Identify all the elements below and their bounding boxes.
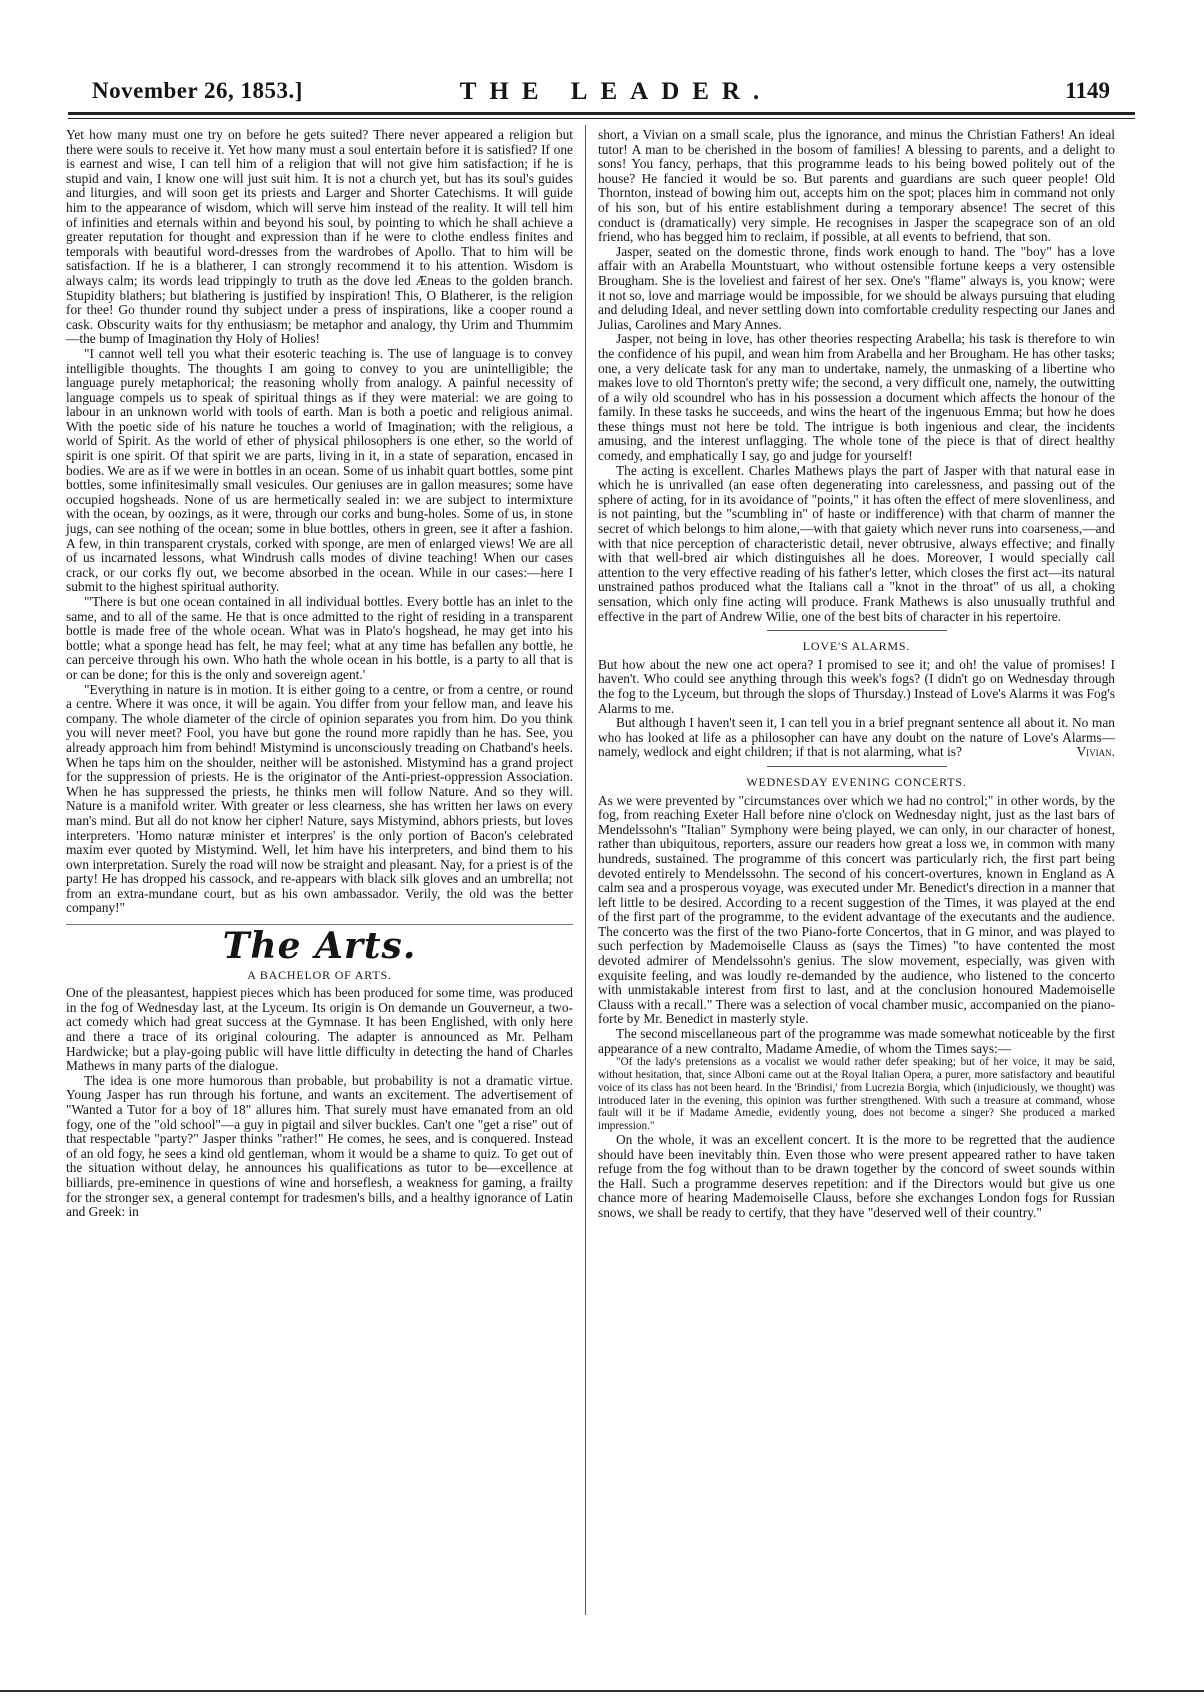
publication-title: THE LEADER. xyxy=(459,78,773,105)
right-paragraph: Jasper, not being in love, has other theories respecting Arabella; his task is therefore to win the confidence of his pupil, and wean him from Arabella and her Brougham. He has other tasks; one, a very delicate task for any man to undertake, namely, the unmasking of a libertine who makes love to old Thornton's pretty wife; the second, a very difficult one, namely, the outwitting of a wily old scoundrel who has in his possession a document which affects the honour of the family. In these tasks he succeeds, and wins the heart of the ingenuous Emma; but how he does these things must not here be told. The intrigue is both ingenious and clear, the incidents amusing, and the interest unflagging. The whole tone of the piece is that of direct healthy comedy, and emphatically I say, go and judge for yourself! xyxy=(598,331,1115,464)
article-heading-loves-alarms: LOVE'S ALARMS. xyxy=(802,639,911,654)
article-heading-concerts: WEDNESDAY EVENING CONCERTS. xyxy=(746,774,967,789)
right-paragraph: Jasper, seated on the domestic throne, finds work enough to hand. The "boy" has a love affair with an Arabella Mountstuart, who without ostensible fortune keeps a very ostensible Brougham. She is the loveliest and fairest of her sex. One's "flame" always is, you know; were it not so, love and marriage would be impossible, for we should be always pursuing that eluding and deluding Ideal, and never settling down into comfortable credulity respecting our Janes and Julias, Carolines and Mary Annes. xyxy=(598,243,1115,332)
bachelor-paragraph: One of the pleasantest, happiest pieces which has been produced for some time, was produced in the fog of Wednesday last, at the Lyceum. Its origin is On demande un Gouverneur, a two-act comedy which had great success at the Gymnase. It has been Englished, with only here and there a trace of its original colouring. The adapter is announced as Mr. Pelham Hardwicke; but a play-going public will have little difficulty in detecting the hand of Charles Mathews in many parts of the dialogue. xyxy=(66,985,573,1074)
loves-paragraph: But how about the new one act opera? I promised to see it; and oh! the value of promises! I haven't. Who could see anything through this week's fogs? (I didn't go on Wednesday through the fog to the Lyceum, but through the slops of Thursday.) Instead of Love's Alarms it was Fog's Alarms to me. xyxy=(598,656,1115,716)
header-rule-thick xyxy=(68,112,1135,115)
article-divider xyxy=(767,630,947,631)
concerts-paragraph: The second miscellaneous part of the programme was made somewhat noticeable by the first appearance of a new contralto, Madame Amedie, of whom the Times says:— xyxy=(598,1026,1115,1056)
left-column xyxy=(66,128,573,1220)
right-paragraph: short, a Vivian on a small scale, plus the ignorance, and minus the Christian Fathers! An ideal tutor! A man to be cherished in the bosom of families! A blessing to parents, and a delight to sons! You fancy, perhaps, that this programme leads to his being bowed politely out of the house? He fancied it would be so. But parents and guardians are such queer people! Old Thornton, instead of bowing him out, accepts him on the spot; places him in command not only of his son, but of his entire establishment during a temporary absence! The secret of this conduct is (dramatically) very simple. He recognises in Jasper the scapegrace son of an old friend, who has begged him to reclaim, if possible, at all events to befriend, that son. xyxy=(598,127,1115,245)
article-divider xyxy=(767,766,947,767)
arts-section-heading: The Arts. xyxy=(222,925,417,968)
left-paragraph: "'There is but one ocean contained in all individual bottles. Every bottle has an inlet to the same, and to all of the same. He that is once admitted to the right of residing in a transparent bottle is made free of the whole ocean. What was in Plato's hogshead, he may get into his bottle; what a sponge head has felt, he may feel; what at any time has befallen any bottle, he can perceive through his own. Who hath the whole ocean in his bottle, is a party to all that is or can be done; for this is the only and sovereign agent.' xyxy=(66,594,573,682)
loves-paragraph xyxy=(598,716,1115,760)
times-quotation: "Of the lady's pretensions as a vocalist we would rather defer speaking; but of her voice, it may be said, without hesitation, that, since Alboni came out at the Royal Italian Opera, a purer, more satisfactory and beautiful voice of its class has not been heard. In the 'Brindisi,' from Lucrezia Borgia, which (injudiciously, we thought) was introduced later in the evening, this opinion was further strengthened. With such a treasure at command, whose fault will it be if Madame Amedie, evidently young, does not become a singer? She produced a marked impression." xyxy=(598,1056,1115,1133)
bachelor-paragraph: The idea is one more humorous than probable, but probability is not a dramatic virtue. Young Jasper has run through his fortune, and wants an excitement. The advertisement of "Wanted a Tutor for a boy of 18" allures him. That surely must have emanated from an old fogy, one of the "old school"—a guy in pigtail and silver buckles. Can't one "get a rise" out of that respectable "party?" Jasper thinks "rather!" He comes, he sees, and is conquered. Instead of an old fogy, he sees a kind old gentleman, whom it would be a shame to quiz. To get out of the situation without delay, he announces his qualifications as tutor to be—excellence at billiards, pre-eminence in questions of wine and horseflesh, a weakness for gaming, a frailty for the stronger sex, a general contempt for tradesmen's bills, and a healthy ignorance of Latin and Greek: in xyxy=(66,1072,573,1220)
loves-paragraph-text: But although I haven't seen it, I can tell you in a brief pregnant sentence all about it. No man who has looked at life as a philosopher can have any doubt on the nature of Love's Alarms—namely, wedlock and eight children; if that is not alarming, what is? xyxy=(598,715,1115,760)
column-divider xyxy=(585,125,586,1615)
header-rule-thin xyxy=(68,118,1135,119)
issue-date: November 26, 1853.] xyxy=(92,78,303,103)
concerts-paragraph: As we were prevented by "circumstances over which we had no control;" in other words, by the fog, from reaching Exeter Hall before nine o'clock on Wednesday night, just as the last bars of Mendelssohn's "Italian" Symphony were being played, we can only, in our character of honest, rather than ubiquitous, reporters, assure our readers how great a loss we, in common with many hundreds, sustained. The programme of this concert was particularly rich, the first part being devoted entirely to Mendelssohn. The second of his concert-overtures, known in England as A calm sea and a prosperous voyage, was executed under Mr. Benedict's direction in a manner that left little to be desired. According to a recent suggestion of the Times, it was played at the end of the first part of the programme, to the evident advantage of the executants and the audience. The concerto was the first of the two Piano-forte Concertos, that in G minor, and was played to such perfection by Mademoiselle Clauss as (says the Times) "to have contented the most devoted admirer of Mendelssohn's genius. The slow movement, especially, was given with exquisite feeling, and was loudly re-demanded by the audience, who listened to the concerto with unmistakable interest from first to last, and at the conclusion honoured Mademoiselle Clauss with a recall." There was a selection of vocal chamber music, accompanied on the piano-forte by Mr. Benedict in masterly style. xyxy=(598,792,1115,1027)
right-column xyxy=(598,128,1115,1221)
right-paragraph: The acting is excellent. Charles Mathews plays the part of Jasper with that natural ease in which he is unrivalled (an ease often degenerating into carelessness, and passing out of the sphere of acting, for in its avoidance of "points," it has often the effect of mere slovenliness, and is not painting, but the "scumbling in" of haste or indifference) with that charm of manner the secret of which belongs to him alone,—with that gaiety which never runs into coarseness,—and with that nice perception of characteristic detail, never obtrusive, always effective; and finally with that well-bred air which distinguishes all he does. Moreover, I would specially call attention to the very effective reading of his father's letter, which closes the first act—its natural unstrained pathos produced what the Italians call a "knot in the throat" of us all, a choking sensation, which only fine acting will produce. Frank Mathews is also unusually truthful and effective in the part of Andrew Wilie, one of the best bits of character in his repertoire. xyxy=(598,462,1115,624)
article-heading-bachelor: A BACHELOR OF ARTS. xyxy=(247,967,392,982)
left-paragraph: "I cannot well tell you what their esoteric teaching is. The use of language is to convey intelligible thoughts. The thoughts I am going to convey to you are unintelligible; the language purely metaphorical; the reasoning wholly from analogy. A painful necessity of language compels us to speak of spiritual things as if they were material: we are going to labour in an unknown world with tools of earth. Man is both a poetic and religious animal. With the poetic side of his nature he touches a world of Imagination; with the religious, a world of Spirit. As the world of ether of physical philosophers is one ether, so the world of spirit is one spirit. Of that spirit we are parts, living in it, in a state of separation, encased in bodies. We are as if we were in bottles in an ocean. Some of us inhabit quart bottles, some pint bottles, some infinitesimally small vesicules. Our geniuses are in gallon measures; some have occupied hogsheads. None of us are hermetically sealed in: we are subject to intermixture with the ocean, by oozings, as it were, through our corks and bung-holes. Some of us, in stone jugs, can see nothing of the ocean; some in blue bottles, others in green, see it after a fashion. A few, in thin transparent crystals, corked with sponge, are men of enlarged views! We are all of us incarnated lessons, what Windrush calls modes of divine teaching! When our cases crack, or our corks fly out, we become absorbed in the ocean. While in our cases:—here I submit to the highest spiritual authority. xyxy=(66,345,573,595)
page-bottom-edge xyxy=(0,1690,1204,1692)
left-paragraph: Yet how many must one try on before he gets suited? There never appeared a religion but there were souls to receive it. Yet how many must a soul entertain before it is satisfied? If one is earnest and wise, I can tell him of a religion that will not give him satisfaction; if he is stupid and vain, I know one will just suit him. It is not a church yet, but has its soul's guides and liturgies, and will soon get its priests and Larger and Shorter Catechisms. It will guide him to the appearance of wisdom, which will serve him instead of the reality. It will tell him of infinities and eternals within and beyond his soul, by pointing to which he shall achieve a greater reputation for thought and expression than if he were to clothe endless finites and temporals with beautiful word-dresses from the wardrobes of Apollo. That to him will be satisfaction. If he is a blatherer, I can strongly recommend it to his attention. Wisdom is always calm; its words lead trippingly to truth as the dove led Æneas to the golden branch. Stupidity blathers; but blathering is justified by inspiration! This, O Blatherer, is the religion for thee! Go thunder round thy subject under a press of inspirations, like a cooper round a cask. Obscurity waits for thy enthusiasm; be metaphor and analogy, thy Urim and Thummim—the bump of Imagination thy Holy of Holies! xyxy=(66,127,573,347)
page-number: 1149 xyxy=(1065,78,1110,103)
author-signature: Vivian. xyxy=(1076,744,1115,760)
closing-paragraph: On the whole, it was an excellent concert. It is the more to be regretted that the audience should have been inevitably thin. Even those who were present appeared rather to have taken refuge from the fog without than to be drawn together by the concord of sweet sounds within the Hall. Such a programme deserves repetition: and if the Directors would but give us one chance more of hearing Mademoiselle Clauss, before she exchanges London fogs for Russian snows, we shall be ready to certify, that they have "deserved well of their country." xyxy=(598,1132,1115,1220)
left-paragraph: "Everything in nature is in motion. It is either going to a centre, or from a centre, or round a centre. Where it was once, it will be again. You differ from your fellow man, and leave his company. The whole diameter of the circle of opinion separates you from him. Do you think you will never meet? Fool, you have but gone the round more rapidly than he has. See, you already approach him from behind! Mistymind is unconsciously treading on Chatband's heels. When he taps him on the shoulder, neither will be astonished. Mistymind has a grand project for the suppression of priests. He is the originator of the Anti-priest-oppression Association. When he has suppressed the priests, he thinks men will follow Nature. And so they will. Nature is a manifold writer. With greater or less clearness, she has written her laws on every man's mind. But all do not know her cipher! Nature, says Mistymind, abhors priests, but loves interpreters. 'Homo naturæ minister et interpres' is the only portion of Bacon's celebrated maxim ever quoted by Mistymind. Well, let him have his interpreters, and bind them to his own interpretation. Surely the road will now be straight and pleasant. Nay, for a priest is of the party! He has dropped his cassock, and re-appears with black silk gloves and an umbrella; not from an extra-mundane court, but as his own ambassador. Verily, the old was the better company!" xyxy=(66,681,573,916)
masthead xyxy=(92,78,1110,108)
